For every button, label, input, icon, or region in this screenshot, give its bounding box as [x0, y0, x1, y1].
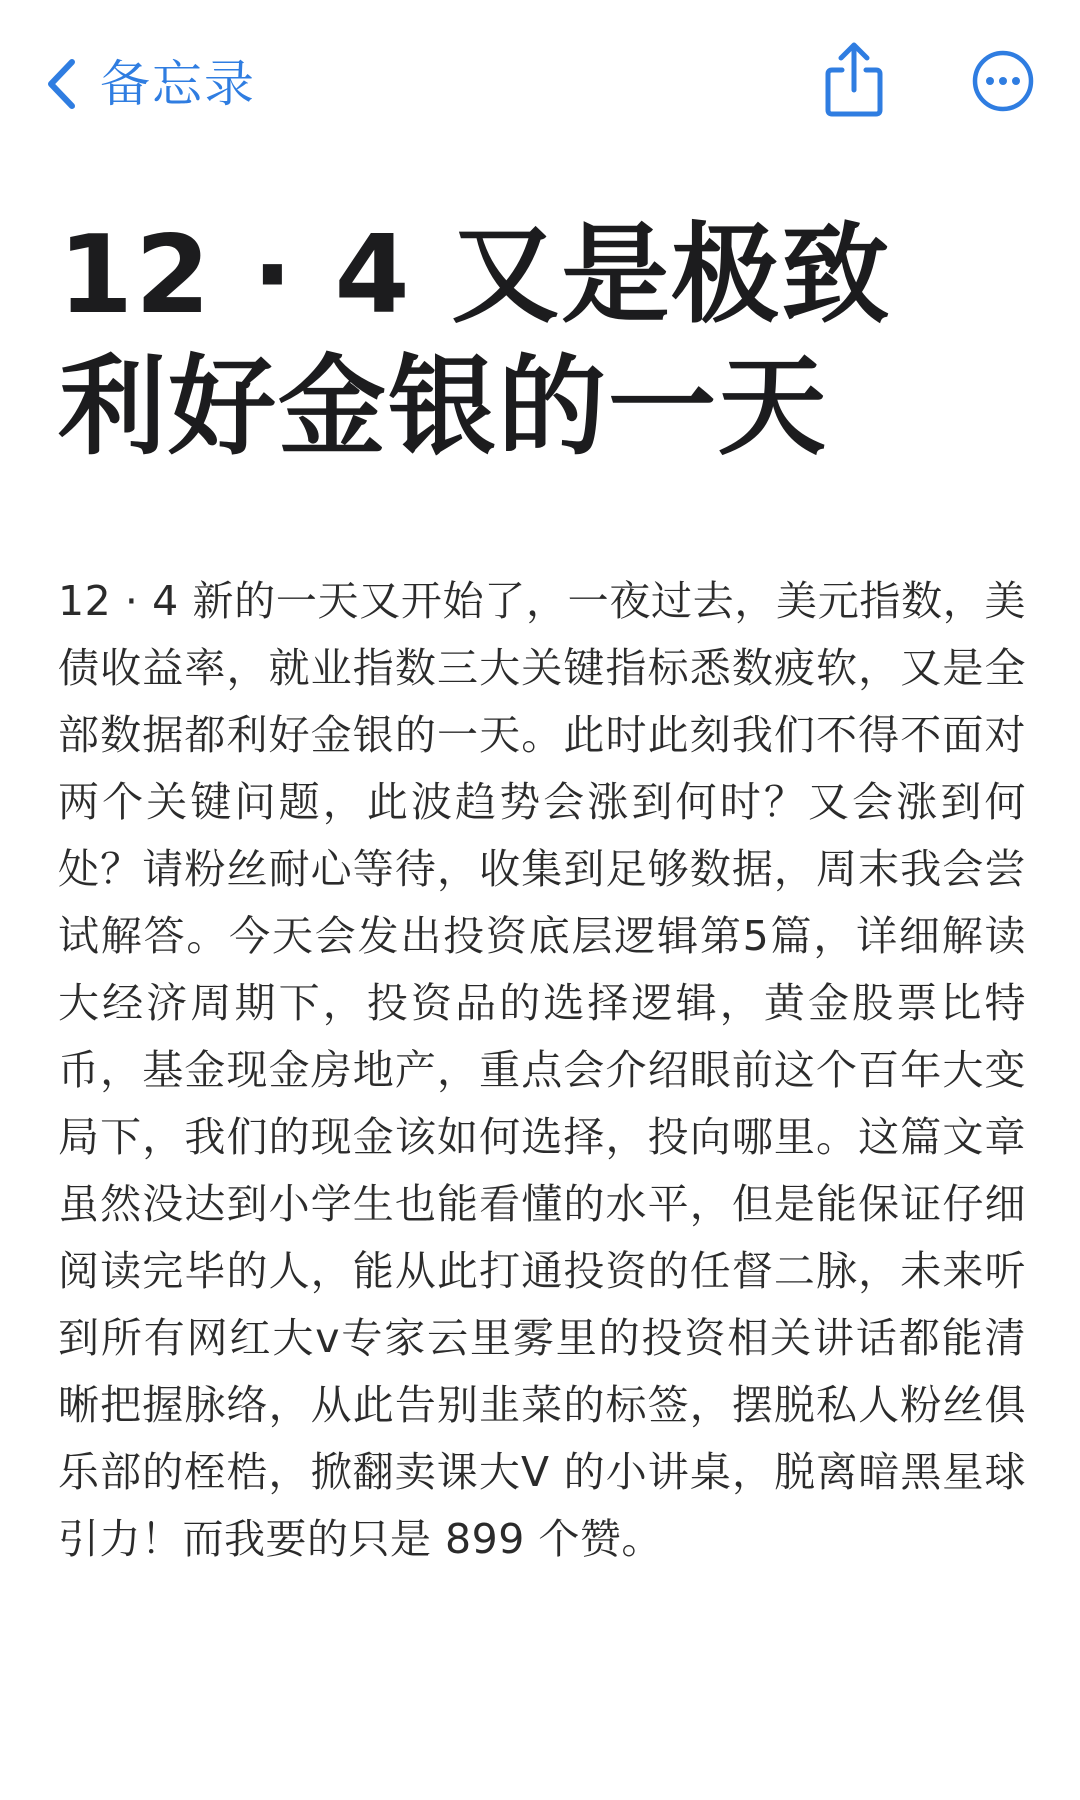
note-title[interactable]: 12 · 4 又是极致 利好金银的一天: [58, 213, 892, 470]
navigation-bar: [0, 0, 1080, 170]
note-body[interactable]: 12 · 4 新的一天又开始了，一夜过去，美元指数，美债收益率，就业指数三大关键指标悉数疲软，又是全部数据都利好金银的一天。此时此刻我们不得不面对两个关键问题，此波趋势会涨到何时？又会涨到何处？请粉丝耐心等待，收集到足够数据，周末我会尝试解答。今天会发出投资底层逻辑第5篇，详细解读大经济周期下，投资品的选择逻辑，黄金股票比特币，基金现金房地产，重点会介绍眼前这个百年大变局下，我们的现金该如何选择，投向哪里。这篇文章虽然没达到小学生也能看懂的水平，但是能保证仔细阅读完毕的人，能从此打通投资的任督二脉，未来听到所有网红大v专家云里雾里的投资相关讲话都能清晰把握脉络，从此告别韭菜的标签，摆脱私人粉丝俱乐部的桎梏，掀翻卖课大V 的小讲桌，脱离暗黑星球引力！而我要的只是 899 个赞。: [58, 577, 1026, 1563]
more-ellipsis-icon[interactable]: [972, 50, 1034, 112]
chevron-left-icon: [46, 58, 76, 110]
back-label: 备忘录: [100, 55, 256, 113]
back-button[interactable]: [46, 50, 256, 118]
share-icon[interactable]: [822, 40, 886, 118]
